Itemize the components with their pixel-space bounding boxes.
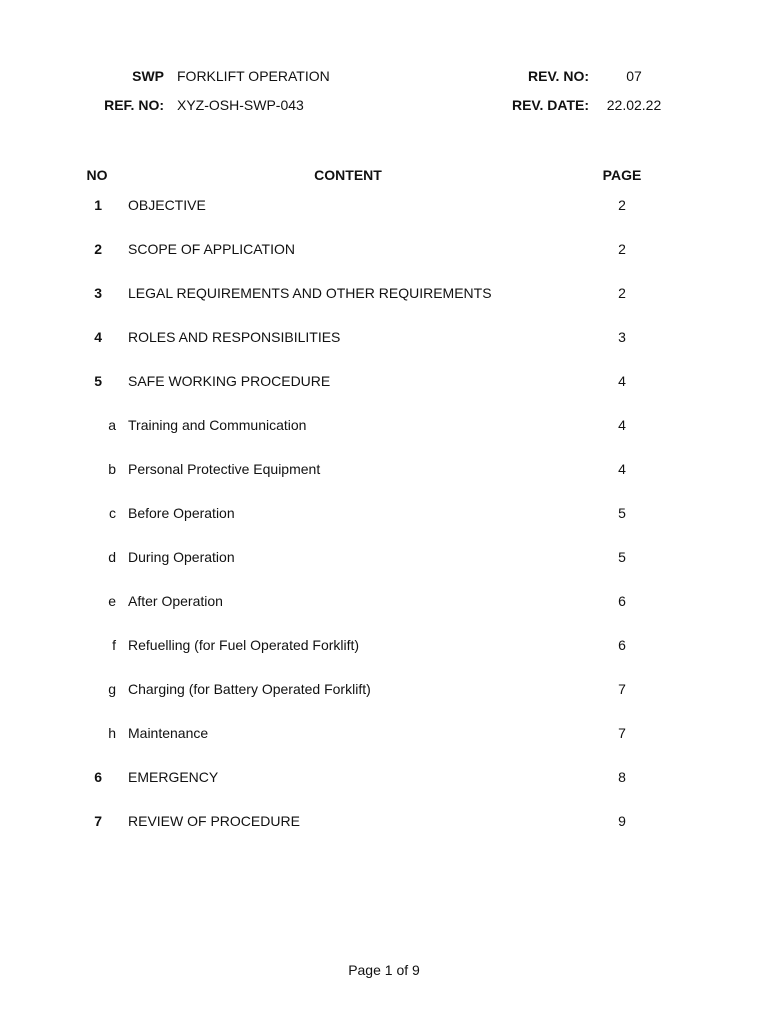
toc-row: [0, 769, 768, 789]
toc-row: [0, 373, 768, 393]
ref-no-label: REF. NO:: [104, 97, 164, 113]
toc-title: EMERGENCY: [128, 769, 219, 785]
toc-row: [0, 417, 768, 437]
toc-row: [0, 461, 768, 481]
toc-title: After Operation: [128, 593, 223, 609]
toc-title: LEGAL REQUIREMENTS AND OTHER REQUIREMENTS: [128, 285, 492, 301]
toc-title: REVIEW OF PROCEDURE: [128, 813, 300, 829]
column-header-page: PAGE: [602, 167, 642, 183]
toc-number: 1: [94, 197, 102, 213]
ref-no-value: XYZ-OSH-SWP-043: [177, 97, 304, 113]
toc-number: d: [108, 549, 116, 565]
toc-number: a: [108, 417, 116, 433]
toc-page-number: 7: [618, 681, 626, 697]
toc-page-number: 3: [618, 329, 626, 345]
toc-page-number: 9: [618, 813, 626, 829]
rev-no-value: 07: [626, 68, 642, 84]
toc-title: Before Operation: [128, 505, 235, 521]
toc-number: c: [109, 505, 116, 521]
toc-title: SAFE WORKING PROCEDURE: [128, 373, 331, 389]
toc-row: [0, 813, 768, 833]
toc-row: [0, 329, 768, 349]
toc-title: ROLES AND RESPONSIBILITIES: [128, 329, 341, 345]
toc-page-number: 7: [618, 725, 626, 741]
toc-row: [0, 637, 768, 657]
toc-title: Refuelling (for Fuel Operated Forklift): [128, 637, 360, 653]
toc-row: [0, 549, 768, 569]
toc-row: [0, 505, 768, 525]
toc-title: Personal Protective Equipment: [128, 461, 321, 477]
column-header-no: NO: [86, 167, 108, 183]
swp-label: SWP: [132, 68, 164, 84]
toc-number: g: [108, 681, 116, 697]
toc-row: [0, 197, 768, 217]
toc-number: 3: [94, 285, 102, 301]
toc-row: [0, 285, 768, 305]
toc-page-number: 8: [618, 769, 626, 785]
toc-title: Charging (for Battery Operated Forklift): [128, 681, 371, 697]
toc-title: Training and Communication: [128, 417, 307, 433]
toc-page-number: 5: [618, 549, 626, 565]
toc-number: 5: [94, 373, 102, 389]
toc-title: Maintenance: [128, 725, 209, 741]
toc-number: e: [108, 593, 116, 609]
toc-page-number: 4: [618, 417, 626, 433]
toc-page-number: 2: [618, 241, 626, 257]
toc-number: b: [108, 461, 116, 477]
toc-number: h: [108, 725, 116, 741]
column-header-content: CONTENT: [314, 167, 382, 183]
swp-title: FORKLIFT OPERATION: [177, 68, 330, 84]
toc-page-number: 6: [618, 637, 626, 653]
toc-title: During Operation: [128, 549, 235, 565]
rev-date-value: 22.02.22: [606, 97, 662, 113]
rev-no-label: REV. NO:: [528, 68, 589, 84]
toc-row: [0, 725, 768, 745]
toc-page-number: 6: [618, 593, 626, 609]
toc-title: SCOPE OF APPLICATION: [128, 241, 296, 257]
toc-page-number: 5: [618, 505, 626, 521]
rev-date-label: REV. DATE:: [511, 97, 589, 113]
toc-page-number: 2: [618, 285, 626, 301]
toc-title: OBJECTIVE: [128, 197, 206, 213]
page-indicator: Page 1 of 9: [348, 962, 420, 978]
toc-page-number: 4: [618, 461, 626, 477]
toc-number: 7: [94, 813, 102, 829]
toc-row: [0, 681, 768, 701]
toc-page-number: 2: [618, 197, 626, 213]
toc-row: [0, 241, 768, 261]
toc-number: 6: [94, 769, 102, 785]
toc-number: f: [112, 637, 116, 653]
toc-number: 4: [94, 329, 102, 345]
toc-row: [0, 593, 768, 613]
toc-page-number: 4: [618, 373, 626, 389]
toc-number: 2: [94, 241, 102, 257]
